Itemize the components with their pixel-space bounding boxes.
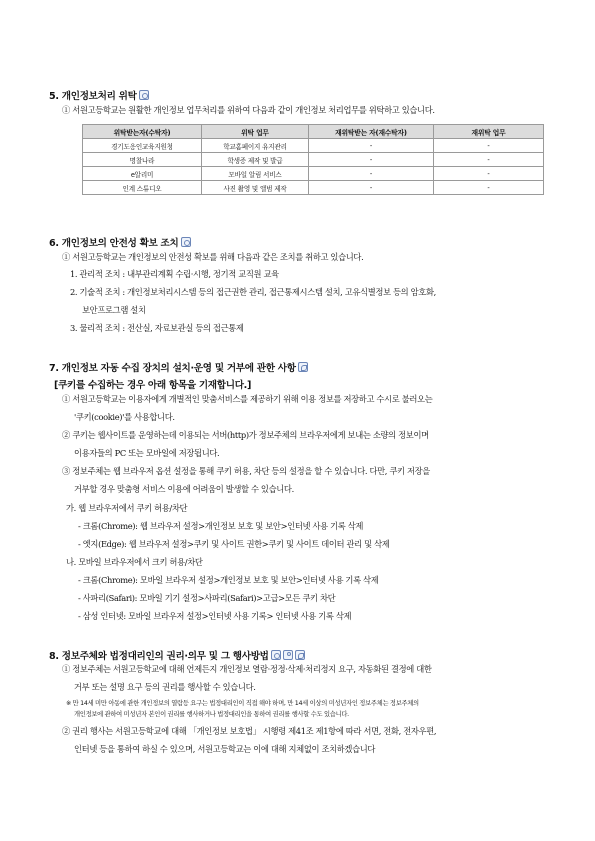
table-cell: 명찰나라 <box>83 153 202 167</box>
table-cell: - <box>434 181 544 195</box>
s7-ga-2: - 엣지(Edge): 웹 브라우저 설정>쿠키 및 사이트 권한>쿠키 및 사이트 데이터 관리 및 삭제 <box>78 539 390 549</box>
s6-item-2a: 2. 기술적 조치 : 개인정보처리시스템 등의 접근권한 관리, 접근통제시스템 설치, 고유식별정보 등의 암호화, <box>70 287 436 297</box>
table-row <box>83 153 544 167</box>
camera-badge-icon <box>298 362 308 372</box>
table-cell: - <box>434 153 544 167</box>
table-cell: - <box>309 153 434 167</box>
section-5-title <box>49 88 149 102</box>
section-8-title <box>49 648 305 662</box>
privacy-badge-icon <box>139 90 149 100</box>
s8-paragraph-1b: 거부 또는 설명 요구 등의 권리를 행사할 수 있습니다. <box>74 682 256 692</box>
s6-item-2b: 보안프로그램 설치 <box>82 305 146 315</box>
s8-note-2: 개인정보에 관하여 미성년자 본인이 권리를 행사하거나 법정대리인을 통하여 권리를 행사할 수도 있습니다. <box>74 711 349 718</box>
table-row <box>83 167 544 181</box>
s7-paragraph-2b: 이용자들의 PC 또는 모바일에 저장됩니다. <box>74 448 220 458</box>
table-header: 위탁 업무 <box>202 125 309 139</box>
table-cell: 인계 스튜디오 <box>83 181 202 195</box>
s8-note-1: ※ 만 14세 미만 아동에 관한 개인정보의 열람등 요구는 법정대리인이 직접 해야 하며, 만 14세 이상의 미성년자인 정보주체는 정보주체의 <box>66 700 419 707</box>
s6-item-1: 1. 관리적 조치 : 내부관리계획 수립·시행, 정기적 교직원 교육 <box>70 269 279 279</box>
s7-paragraph-1a: ① 서원고등학교는 이용자에게 개별적인 맞춤서비스를 제공하기 위해 이용 정보를 저장하고 수시로 불러오는 <box>62 394 433 404</box>
table-cell: 사진 촬영 및 앨범 제작 <box>202 181 309 195</box>
s7-na: 나. 모바일 브라우저에서 크키 허용/차단 <box>66 557 203 567</box>
table-header: 위탁받는자(수탁자) <box>83 125 202 139</box>
s8-paragraph-2b: 인터넷 등을 통하여 하실 수 있으며, 서원고등학교는 이에 대해 지체없이 조치하겠습니다 <box>74 744 376 754</box>
s6-paragraph-1: ① 서원고등학교는 개인정보의 안전성 확보를 위해 다음과 같은 조치를 취하고 있습니다. <box>62 252 364 262</box>
table-row <box>83 139 544 153</box>
table-header-row <box>83 125 544 139</box>
s7-paragraph-3b: 거부할 경우 맞춤형 서비스 이용에 어려움이 발생할 수 있습니다. <box>74 484 294 494</box>
s8-paragraph-2a: ② 권리 행사는 서원고등학교에 대해 「개인정보 보호법」 시행령 제41조 제1항에 따라 서면, 전화, 전자우편, <box>62 726 437 736</box>
section-7-title-text: 7. 개인정보 자동 수집 장치의 설치·운영 및 거부에 관한 사항 <box>49 363 296 374</box>
lock-badge-icon <box>181 237 191 247</box>
s5-paragraph-1: ① 서원고등학교는 원활한 개인정보 업무처리를 위하여 다음과 같이 개인정보 처리업무를 위탁하고 있습니다. <box>62 105 435 115</box>
s7-paragraph-3a: ③ 정보주체는 웹 브라우저 옵션 설정을 통해 쿠키 허용, 차단 등의 설정을 할 수 있습니다. 다만, 쿠키 저장을 <box>62 466 430 476</box>
s7-na-3: - 삼성 인터넷: 모바일 브라우저 설정>인터넷 사용 기록> 인터넷 사용 기록 삭제 <box>78 611 352 621</box>
rights-badge-icon <box>295 650 305 660</box>
table-cell: - <box>309 139 434 153</box>
table-cell: - <box>309 167 434 181</box>
section-6-title-text: 6. 개인정보의 안전성 확보 조치 <box>49 238 179 249</box>
section-7-title <box>49 360 308 374</box>
table-row <box>83 181 544 195</box>
s6-item-3: 3. 물리적 조치 : 전산실, 자료보관실 등의 접근통제 <box>70 323 244 333</box>
s7-ga: 가. 웹 브라우저에서 쿠키 허용/차단 <box>66 503 188 513</box>
consignment-table <box>82 124 544 195</box>
rights-badge-icon <box>271 650 281 660</box>
table-cell: 모바일 알림 서비스 <box>202 167 309 181</box>
section-5-title-text: 5. 개인정보처리 위탁 <box>49 91 137 102</box>
table-cell: 경기도응인교육지원청 <box>83 139 202 153</box>
s7-na-2: - 사파리(Safari): 모바일 기기 설정>사파리(Safari)>고급>모든 쿠키 차단 <box>78 593 336 603</box>
table-cell: - <box>434 139 544 153</box>
table-header: 재위탁 업무 <box>434 125 544 139</box>
s7-na-1: - 크롬(Chrome): 모바일 브라우저 설정>개인정보 보호 및 보안>인터넷 사용 기록 삭제 <box>78 575 379 585</box>
table-cell: - <box>434 167 544 181</box>
s7-ga-1: - 크롬(Chrome): 웹 브라우저 설정>개인정보 보호 및 보안>인터넷 사용 기록 삭제 <box>78 521 364 531</box>
table-cell: e알리미 <box>83 167 202 181</box>
rights-badge-icon <box>283 650 293 660</box>
s7-subtitle: [쿠키를 수집하는 경우 아래 항목을 기재합니다.] <box>54 380 252 391</box>
table-cell: 학교홈페이지 유지관리 <box>202 139 309 153</box>
section-8-title-text: 8. 정보주체와 법정대리인의 권리·의무 및 그 행사방법 <box>49 651 269 662</box>
table-cell: - <box>309 181 434 195</box>
table-header: 재위탁받는 자(재수탁자) <box>309 125 434 139</box>
s7-paragraph-2a: ② 쿠키는 웹사이트를 운영하는데 이용되는 서버(http)가 정보주체의 브라우저에게 보내는 소량의 정보이며 <box>62 430 429 440</box>
s7-paragraph-1b: '쿠키(cookie)'를 사용합니다. <box>74 412 175 422</box>
table-cell: 학생증 제작 및 발급 <box>202 153 309 167</box>
s8-paragraph-1a: ① 정보주체는 서원고등학교에 대해 언제든지 개인정보 열람·정정·삭제·처리정지 요구, 자동화된 결정에 대한 <box>62 664 432 674</box>
section-6-title <box>49 235 191 249</box>
